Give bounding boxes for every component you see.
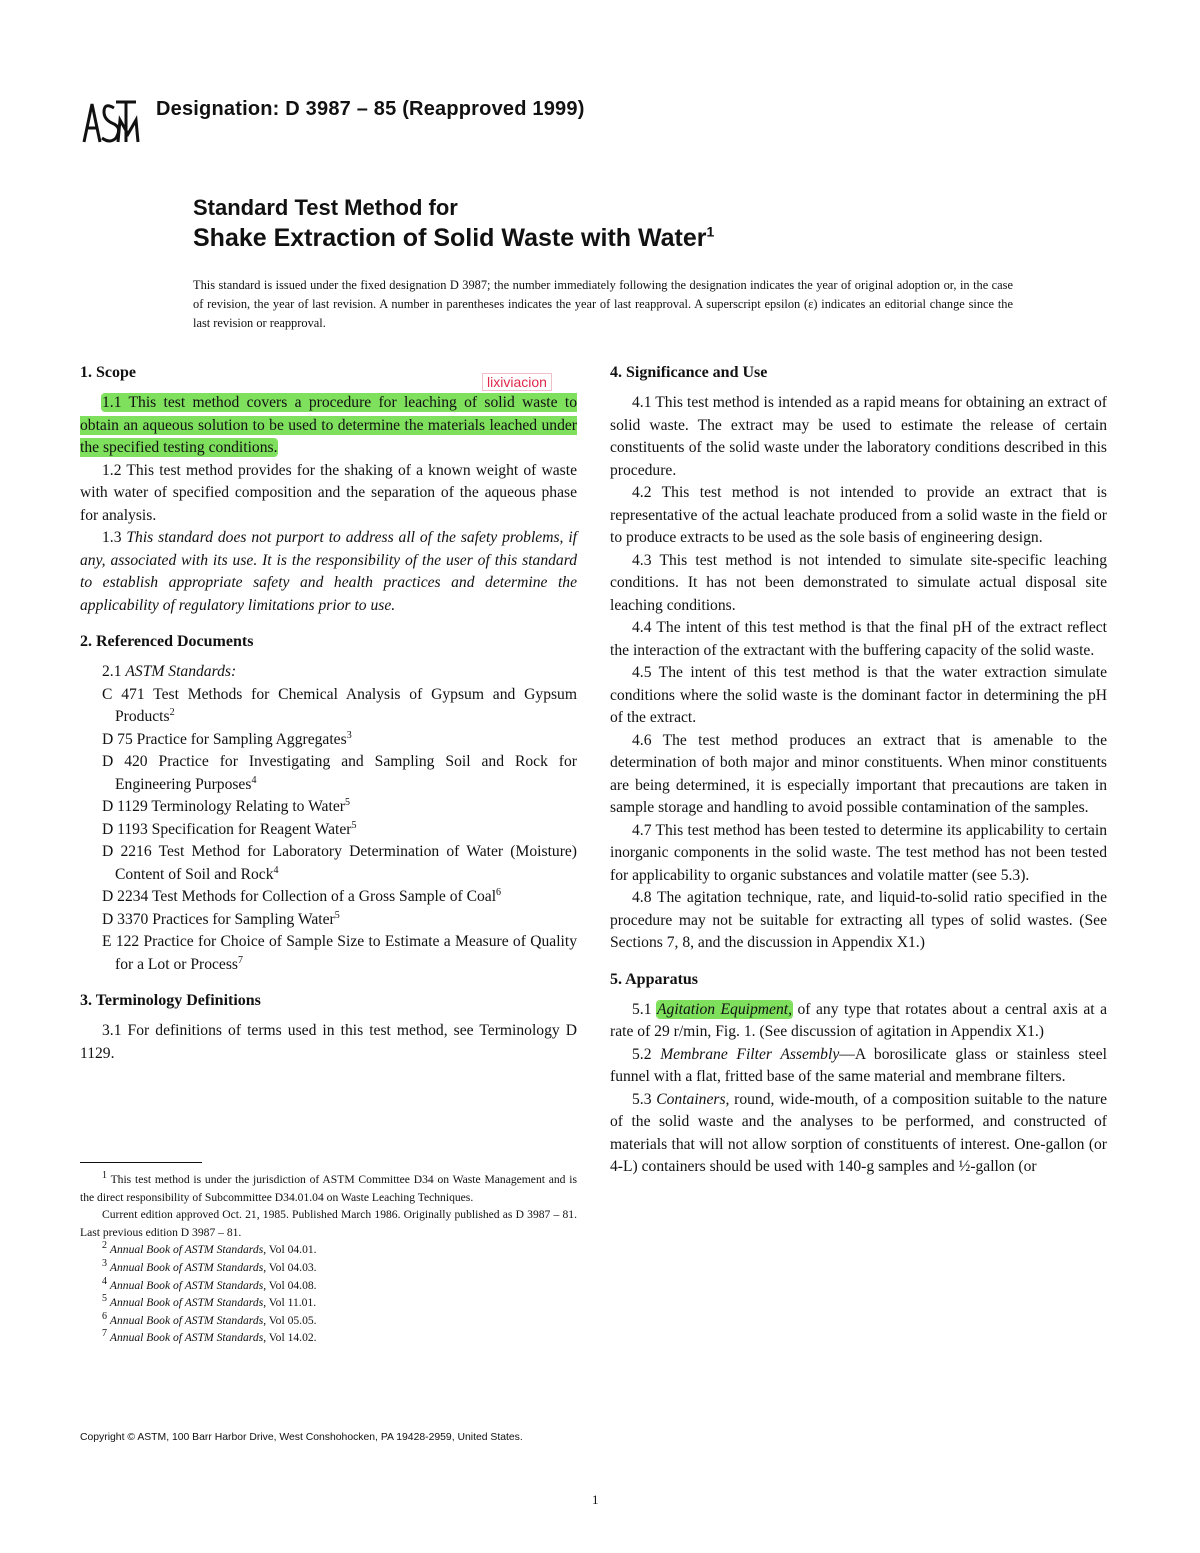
paragraph-5-3: 5.3 Containers, round, wide-mouth, of a composition suitable to the nature of the solid waste and the analyses to be performed, and constructed of materials that will not allow sorption of constituents of interest. One-gallon (or 4-L) containers should be used with 140-g samples and ½-gallon (or: [610, 1090, 1107, 1175]
paragraph-1-3: 1.3 This standard does not purport to address all of the safety problems, if any, associated with its use. It is the responsibility of the user of this standard to establish appropriate safety and health practices and determine the applicability of regulatory limitations prior to use.: [80, 529, 577, 614]
reference-item: D 420 Practice for Investigating and Sampling Soil and Rock for Engineering Purposes$^4$: [102, 753, 577, 793]
section-terminology: [80, 990, 577, 1065]
reference-item: D 75 Practice for Sampling Aggregates$^3$: [102, 729, 352, 748]
right-column: [610, 362, 1107, 1193]
astm-logo: [80, 98, 140, 146]
section-heading: 1. Scope: [80, 364, 136, 381]
reference-item: E 122 Practice for Choice of Sample Size to Estimate a Measure of Quality for a Lot or Process$^7$: [102, 933, 577, 973]
section-referenced-documents: [80, 631, 577, 976]
title-line-2: Shake Extraction of Solid Waste with Water$^1$: [193, 223, 715, 252]
paragraph-4-6: 4.6 The test method produces an extract that is amenable to the determination of both major and minor constituents. When minor constituents are being determined, it is especially important that precautions are taken in sample storage and handling to avoid possible contamination of the samples.: [610, 731, 1107, 816]
section-heading: 2. Referenced Documents: [80, 633, 254, 650]
footnote-1: $^1$ This test method is under the jurisdiction of ASTM Committee D34 on Waste Management and is the direct responsibility of Subcommittee D34.01.04 on Waste Leaching Techniques.: [80, 1170, 577, 1204]
paragraph-4-1: 4.1 This test method is intended as a rapid means for obtaining an extract of solid waste. The extract may be used to estimate the release of certain constituents of the solid waste under the laboratory conditions described in this procedure.: [610, 394, 1107, 479]
page-number: 1: [592, 1492, 599, 1507]
paragraph-4-4: 4.4 The intent of this test method is that the final pH of the extract reflect the interaction of the extractant with the buffering capacity of the solid waste.: [610, 619, 1107, 659]
footnote-7: $^7$ Annual Book of ASTM Standards, Vol 14.02.: [102, 1328, 317, 1345]
issuance-notice: This standard is issued under the fixed designation D 3987; the number immediately following the designation indicates the year of original adoption or, in the case of revision, the year of last revision. A number in parentheses indicates the year of last reapproval. A superscript epsilon (ε) indicates an editorial change since the last revision or reapproval.: [193, 278, 1013, 330]
section-heading: 5. Apparatus: [610, 970, 699, 988]
section-heading: 3. Terminology Definitions: [80, 992, 261, 1009]
footnote-5: $^5$ Annual Book of ASTM Standards, Vol 11.01.: [102, 1293, 317, 1310]
reference-item: D 2216 Test Method for Laboratory Determination of Water (Moisture) Content of Soil and Rock$^4$: [102, 843, 577, 883]
document-title: [193, 193, 714, 253]
paragraph-3-1: 3.1 For definitions of terms used in this test method, see Terminology D 1129.: [80, 1022, 577, 1062]
paragraph-1-2: 1.2 This test method provides for the shaking of a known weight of waste with water of specified composition and the separation of the aqueous phase for analysis.: [80, 461, 577, 524]
section-apparatus: [610, 969, 1107, 1179]
highlighted-term[interactable]: Agitation Equipment,: [657, 1000, 792, 1018]
paragraph-4-3: 4.3 This test method is not intended to simulate site-specific leaching conditions. It has not been demonstrated to simulate actual disposal site leaching conditions.: [610, 551, 1107, 614]
annotation-note[interactable]: lixiviacion: [482, 373, 552, 391]
reference-item: D 3370 Practices for Sampling Water$^5$: [102, 909, 340, 928]
paragraph-5-2: 5.2 Membrane Filter Assembly—A borosilicate glass or stainless steel funnel with a flat, fritted base of the same material and membrane filters.: [610, 1045, 1108, 1085]
paragraph-5-1: 5.1 Agitation Equipment, of any type that rotates about a central axis at a rate of 29 r/min, Fig. 1. (See discussion of agitation in Appendix X1.): [610, 1000, 1108, 1040]
reference-item: C 471 Test Methods for Chemical Analysis of Gypsum and Gypsum Products$^2$: [102, 685, 577, 725]
section-scope: [80, 362, 577, 617]
paragraph-4-7: 4.7 This test method has been tested to determine its applicability to certain inorganic components in the solid waste. The test method has not been tested for applicability to organic substances and volatile matter (see 5.3).: [610, 821, 1107, 884]
footnote-2: $^2$ Annual Book of ASTM Standards, Vol 04.01.: [102, 1240, 317, 1257]
footnote-6: $^6$ Annual Book of ASTM Standards, Vol 05.05.: [102, 1310, 317, 1327]
footnote-1-edition: Current edition approved Oct. 21, 1985. Published March 1986. Originally published as D 3987 – 81. Last previous edition D 3987 – 81.: [80, 1208, 577, 1239]
reference-item: D 1129 Terminology Relating to Water$^5$: [102, 796, 350, 815]
paragraph-4-2: 4.2 This test method is not intended to provide an extract that is representative of the actual leachate produced from a solid waste in the field or to produce extracts to be used as the sole basis of engineering design.: [610, 484, 1107, 546]
reference-list: [80, 661, 577, 976]
reference-subheading: 2.1 ASTM Standards:: [102, 663, 237, 680]
designation: Designation: D 3987 – 85 (Reapproved 1999): [156, 98, 585, 120]
reference-item: D 2234 Test Methods for Collection of a Gross Sample of Coal$^6$: [102, 886, 502, 905]
paragraph-4-5: 4.5 The intent of this test method is that the water extraction simulate conditions where the solid waste is the dominant factor in determining the pH of the extract.: [610, 664, 1107, 726]
highlighted-text[interactable]: 1.1 This test method covers a procedure for leaching of solid waste to obtain an aqueous solution to be used to determine the materials leached under the specified testing conditions.: [80, 394, 577, 456]
footnote-rule: [80, 1162, 202, 1163]
reference-item: D 1193 Specification for Reagent Water$^5$: [102, 819, 357, 838]
section-heading: 4. Significance and Use: [610, 364, 768, 381]
copyright-line: Copyright © ASTM, 100 Barr Harbor Drive, West Conshohocken, PA 19428-2959, United States.: [80, 1432, 523, 1443]
title-footnote-mark: 1: [706, 223, 715, 240]
paragraph-1-1: [80, 392, 577, 460]
footnotes: [80, 1162, 577, 1347]
section-significance: [610, 362, 1107, 955]
paragraph-4-8: 4.8 The agitation technique, rate, and liquid-to-solid ratio specified in the procedure may not be suitable for extracting all types of solid wastes. (See Sections 7, 8, and the discussion in Appendix X1.): [610, 889, 1107, 951]
title-line-1: Standard Test Method for: [193, 195, 458, 220]
left-column: [80, 362, 577, 1079]
footnote-4: $^4$ Annual Book of ASTM Standards, Vol 04.08.: [102, 1275, 317, 1292]
footnote-3: $^3$ Annual Book of ASTM Standards, Vol 04.03.: [102, 1258, 317, 1274]
